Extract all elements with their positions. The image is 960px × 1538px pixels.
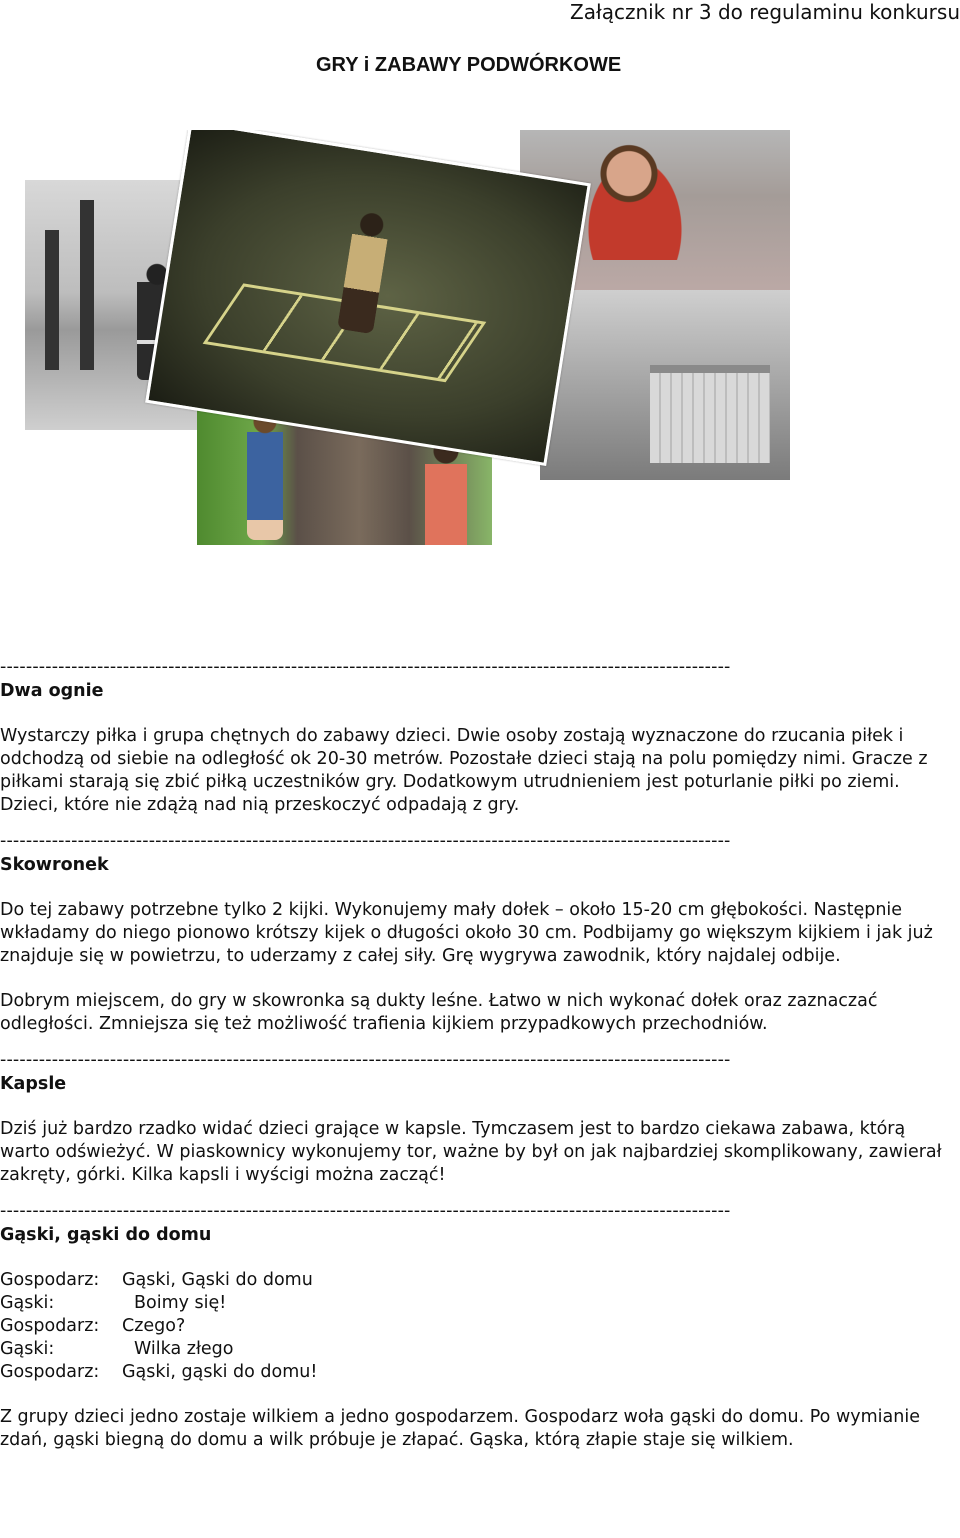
dialogue-row [0,1315,960,1338]
dialogue-speaker: Gospodarz: [0,1270,100,1290]
separator-line: ----------------------------------------------------------------------------------------------------------------- [0,831,731,851]
boy-figure [575,140,695,260]
section-paragraph: Wystarczy piłka i grupa chętnych do zabawy dzieci. Dwie osoby zostają wyznaczone do rzucania piłek i odchodzą od siebie na odległość ok 20-30 metrów. Pozostałe dzieci stają na polu pomiędzy nimi. Gracze z piłkami starają się zbić piłką uczestników gry. Dodatkowym utrudnieniem jest poturlanie piłki po ziemi. Dzieci, które nie zdążą nad nią przeskoczyć odpadają z gry. [0,726,928,815]
dialogue-row [0,1292,960,1315]
section-title-gaski: Gąski, gąski do domu [0,1225,212,1245]
section-paragraph: Z grupy dzieci jedno zostaje wilkiem a jedno gospodarzem. Gospodarz woła gąski do domu. Po wymianie zdań, gąski biegną do domu a wilk próbuje je złapać. Gąska, którą złapie staje się wilkiem. [0,1407,920,1450]
section-title-kapsle: Kapsle [0,1074,67,1094]
document-body [0,656,960,1452]
dialogue-row [0,1361,960,1384]
section-paragraph: Do tej zabawy potrzebne tylko 2 kijki. Wykonujemy mały dołek – około 15-20 cm głębokości. Następnie wkładamy do niego pionowo krótszy kijek o długości około 30 cm. Podbijamy go większym kijkiem i jak już znajduje się w powietrzu, to uderzamy z całej siły. Grę wygrywa zawodnik, który najdalej odbije. [0,900,933,966]
garage-shape [650,365,770,463]
annex-label [400,0,960,24]
document-title: GRY i ZABAWY PODWÓRKOWE [316,54,622,76]
dialogue-line: Czego? [122,1316,186,1336]
street-game-photo [540,290,790,480]
dialogue-row [0,1338,960,1361]
dialogue-line: Wilka złego [134,1339,234,1359]
dialogue-line: Gąski, gąski do domu! [122,1362,318,1382]
annex-text: Załącznik nr 3 do regulaminu konkursu [570,0,960,24]
section-paragraph: Dziś już bardzo rzadko widać dzieci grające w kapsle. Tymczasem jest to bardzo ciekawa zabawa, którą warto odświeżyć. W piaskownicy wykonujemy tor, ważne by był on jak najbardziej skomplikowany, zawierał zakręty, górki. Kilka kapsli i wyścigi można zacząć! [0,1119,942,1185]
dialogue-speaker: Gąski: [0,1339,55,1359]
photo-collage [25,130,790,545]
dialogue-line: Gąski, Gąski do domu [122,1270,313,1290]
section-paragraph: Dobrym miejscem, do gry w skowronka są dukty leśne. Łatwo w nich wykonać dołek oraz zaznaczać odległości. Zmniejsza się też możliwość trafienia kijkiem przypadkowych przechodniów. [0,991,878,1034]
tree-shape [45,230,59,370]
separator-line: ----------------------------------------------------------------------------------------------------------------- [0,1050,731,1070]
dialogue-speaker: Gąski: [0,1293,55,1313]
dialogue [0,1269,960,1384]
girl-figure [425,440,467,545]
separator-line: ----------------------------------------------------------------------------------------------------------------- [0,657,731,677]
dialogue-speaker: Gospodarz: [0,1362,100,1382]
dialogue-speaker: Gospodarz: [0,1316,100,1336]
section-title-dwa-ognie: Dwa ognie [0,681,104,701]
section-title-skowronek: Skowronek [0,855,109,875]
dialogue-line: Boimy się! [134,1293,227,1313]
tree-shape [80,200,94,370]
girl-figure [247,410,283,540]
separator-line: ----------------------------------------------------------------------------------------------------------------- [0,1201,731,1221]
dialogue-row [0,1269,960,1292]
